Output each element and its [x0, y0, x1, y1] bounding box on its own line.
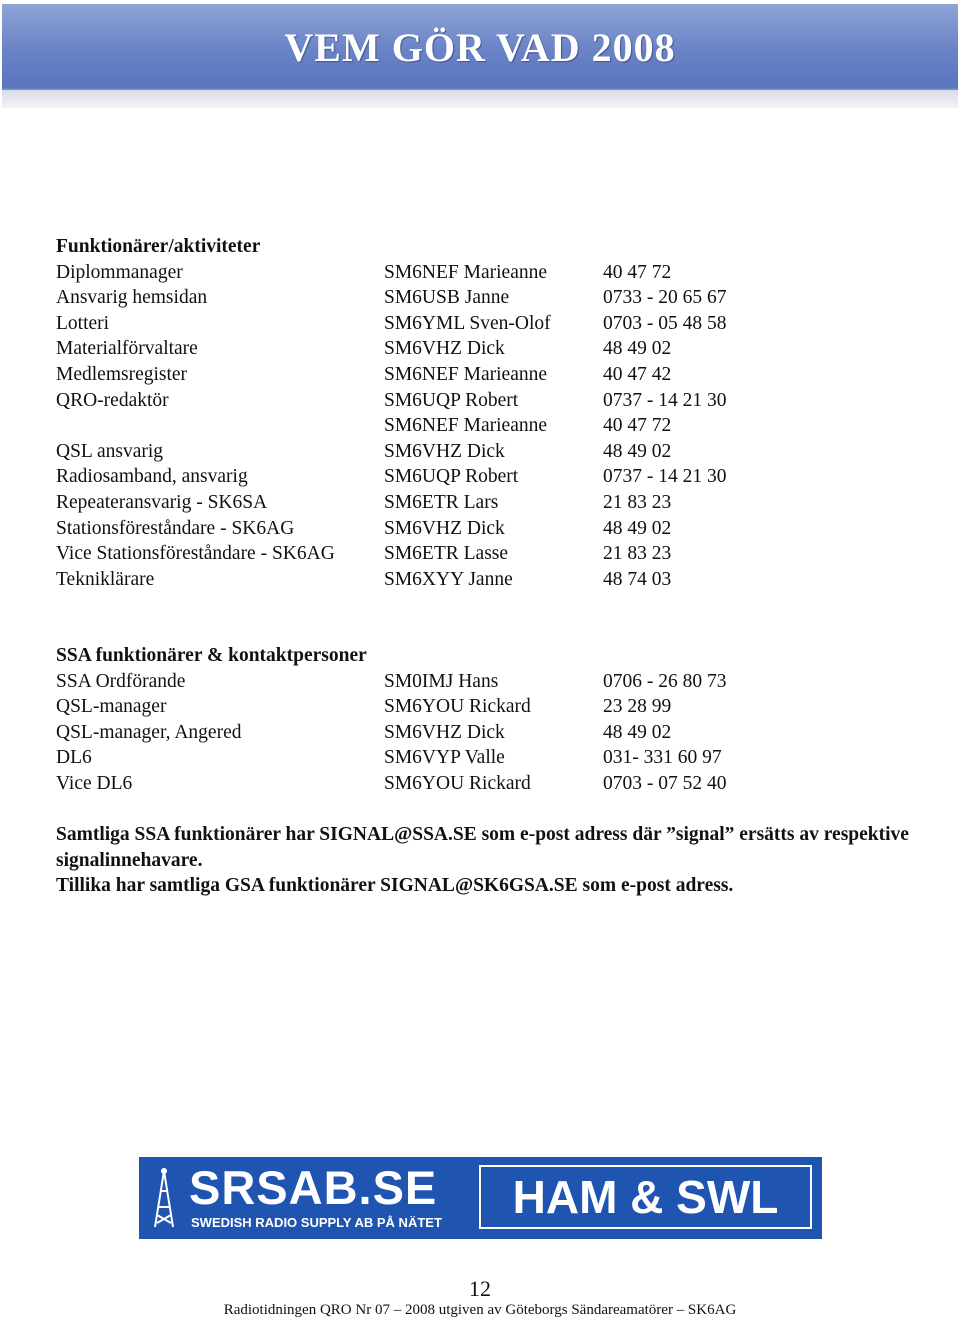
list-row [56, 694, 672, 720]
phone-cell: 40 47 72 [603, 415, 672, 437]
role-cell: DL6 [56, 747, 92, 769]
name-cell: SM6NEF Marieanne [384, 261, 548, 283]
name-cell: SM6UQP Robert [384, 466, 519, 488]
ssa-list [56, 669, 727, 797]
list-row [56, 669, 727, 695]
phone-cell: 23 28 99 [603, 696, 672, 718]
phone-cell: 48 49 02 [603, 440, 672, 462]
name-cell: SM6USB Janne [384, 287, 510, 309]
phone-cell: 48 74 03 [603, 568, 672, 590]
role-cell: Diplommanager [56, 261, 183, 283]
name-cell: SM6ETR Lasse [384, 543, 509, 565]
page-header [2, 4, 958, 108]
advertisement-banner[interactable] [139, 1157, 822, 1239]
list-row [56, 771, 727, 797]
section-heading: SSA funktionärer & kontaktpersoner [56, 645, 367, 666]
email-note [56, 822, 916, 899]
phone-cell: 21 83 23 [603, 491, 672, 513]
page-title: VEM GÖR VAD 2008 [284, 25, 676, 70]
phone-cell: 40 47 72 [603, 261, 672, 283]
page-footer: Radiotidningen QRO Nr 07 – 2008 utgiven av Göteborgs Sändareamatörer – SK6AG [223, 1302, 737, 1318]
list-row [56, 285, 727, 311]
list-row [56, 516, 672, 542]
name-cell: SM6YOU Rickard [384, 772, 531, 794]
list-row [56, 439, 672, 465]
role-cell: Stationsföreståndare - SK6AG [56, 517, 295, 539]
name-cell: SM6UQP Robert [384, 389, 519, 411]
name-cell: SM6VHZ Dick [384, 440, 505, 462]
functionaries-list [56, 260, 727, 593]
role-cell: Radiosamband, ansvarig [56, 466, 248, 488]
functionaries-section [56, 234, 727, 592]
role-cell: Repeateransvarig - SK6SA [56, 491, 268, 513]
role-cell: Tekniklärare [56, 568, 155, 590]
list-row [56, 464, 727, 490]
header-band [2, 90, 958, 108]
phone-cell: 0706 - 26 80 73 [603, 670, 727, 692]
name-cell: SM6YOU Rickard [384, 696, 531, 718]
list-row [56, 336, 672, 362]
list-row [56, 311, 727, 337]
list-row [56, 541, 672, 567]
banner-tagline: SWEDISH RADIO SUPPLY AB PÅ NÄTET [191, 1215, 442, 1230]
banner-box-label: HAM & SWL [479, 1165, 812, 1229]
banner-logo: SRSAB.SE [189, 1161, 438, 1214]
list-row [56, 720, 672, 746]
phone-cell: 0703 - 07 52 40 [603, 772, 727, 794]
name-cell: SM6YML Sven-Olof [384, 312, 551, 334]
phone-cell: 40 47 42 [603, 363, 672, 385]
role-cell: QSL ansvarig [56, 440, 164, 462]
name-cell: SM6VYP Valle [384, 747, 505, 769]
name-cell: SM6VHZ Dick [384, 721, 505, 743]
phone-cell: 48 49 02 [603, 517, 672, 539]
list-row [56, 362, 672, 388]
role-cell: QRO-redaktör [56, 389, 169, 411]
phone-cell: 48 49 02 [603, 721, 672, 743]
phone-cell: 48 49 02 [603, 338, 672, 360]
role-cell: Vice DL6 [56, 772, 133, 794]
phone-cell: 0737 - 14 21 30 [603, 389, 727, 411]
list-row [56, 388, 727, 414]
list-row [56, 490, 672, 516]
name-cell: SM6XYY Janne [384, 568, 513, 590]
role-cell: Vice Stationsföreståndare - SK6AG [56, 543, 335, 565]
ssa-section [56, 643, 727, 797]
phone-cell: 0703 - 05 48 58 [603, 312, 727, 334]
list-row [56, 567, 672, 593]
role-cell: QSL-manager [56, 696, 167, 718]
page-number: 12 [469, 1276, 491, 1301]
list-row [56, 260, 672, 286]
list-row [56, 745, 722, 771]
phone-cell: 21 83 23 [603, 543, 672, 565]
role-cell: Medlemsregister [56, 363, 188, 385]
name-cell: SM6NEF Marieanne [384, 415, 548, 437]
section-heading: Funktionärer/aktiviteter [56, 236, 261, 257]
name-cell: SM6ETR Lars [384, 491, 499, 513]
name-cell: SM0IMJ Hans [384, 670, 499, 692]
note-line: Samtliga SSA funktionärer har SIGNAL@SSA.SE som e-post adress där ”signal” ersätts av respektive signalinnehavare. [56, 824, 909, 871]
role-cell: Materialförvaltare [56, 338, 198, 360]
name-cell: SM6VHZ Dick [384, 338, 505, 360]
name-cell: SM6VHZ Dick [384, 517, 505, 539]
phone-cell: 031- 331 60 97 [603, 747, 722, 769]
phone-cell: 0737 - 14 21 30 [603, 466, 727, 488]
note-line: Tillika har samtliga GSA funktionärer SIGNAL@SK6GSA.SE som e-post adress. [56, 875, 734, 897]
role-cell: Lotteri [56, 312, 110, 334]
role-cell: QSL-manager, Angered [56, 721, 242, 743]
role-cell: SSA Ordförande [56, 670, 186, 692]
role-cell: Ansvarig hemsidan [56, 287, 208, 309]
antenna-mast-icon [149, 1167, 179, 1229]
phone-cell: 0733 - 20 65 67 [603, 287, 727, 309]
name-cell: SM6NEF Marieanne [384, 363, 548, 385]
list-row [56, 413, 672, 439]
